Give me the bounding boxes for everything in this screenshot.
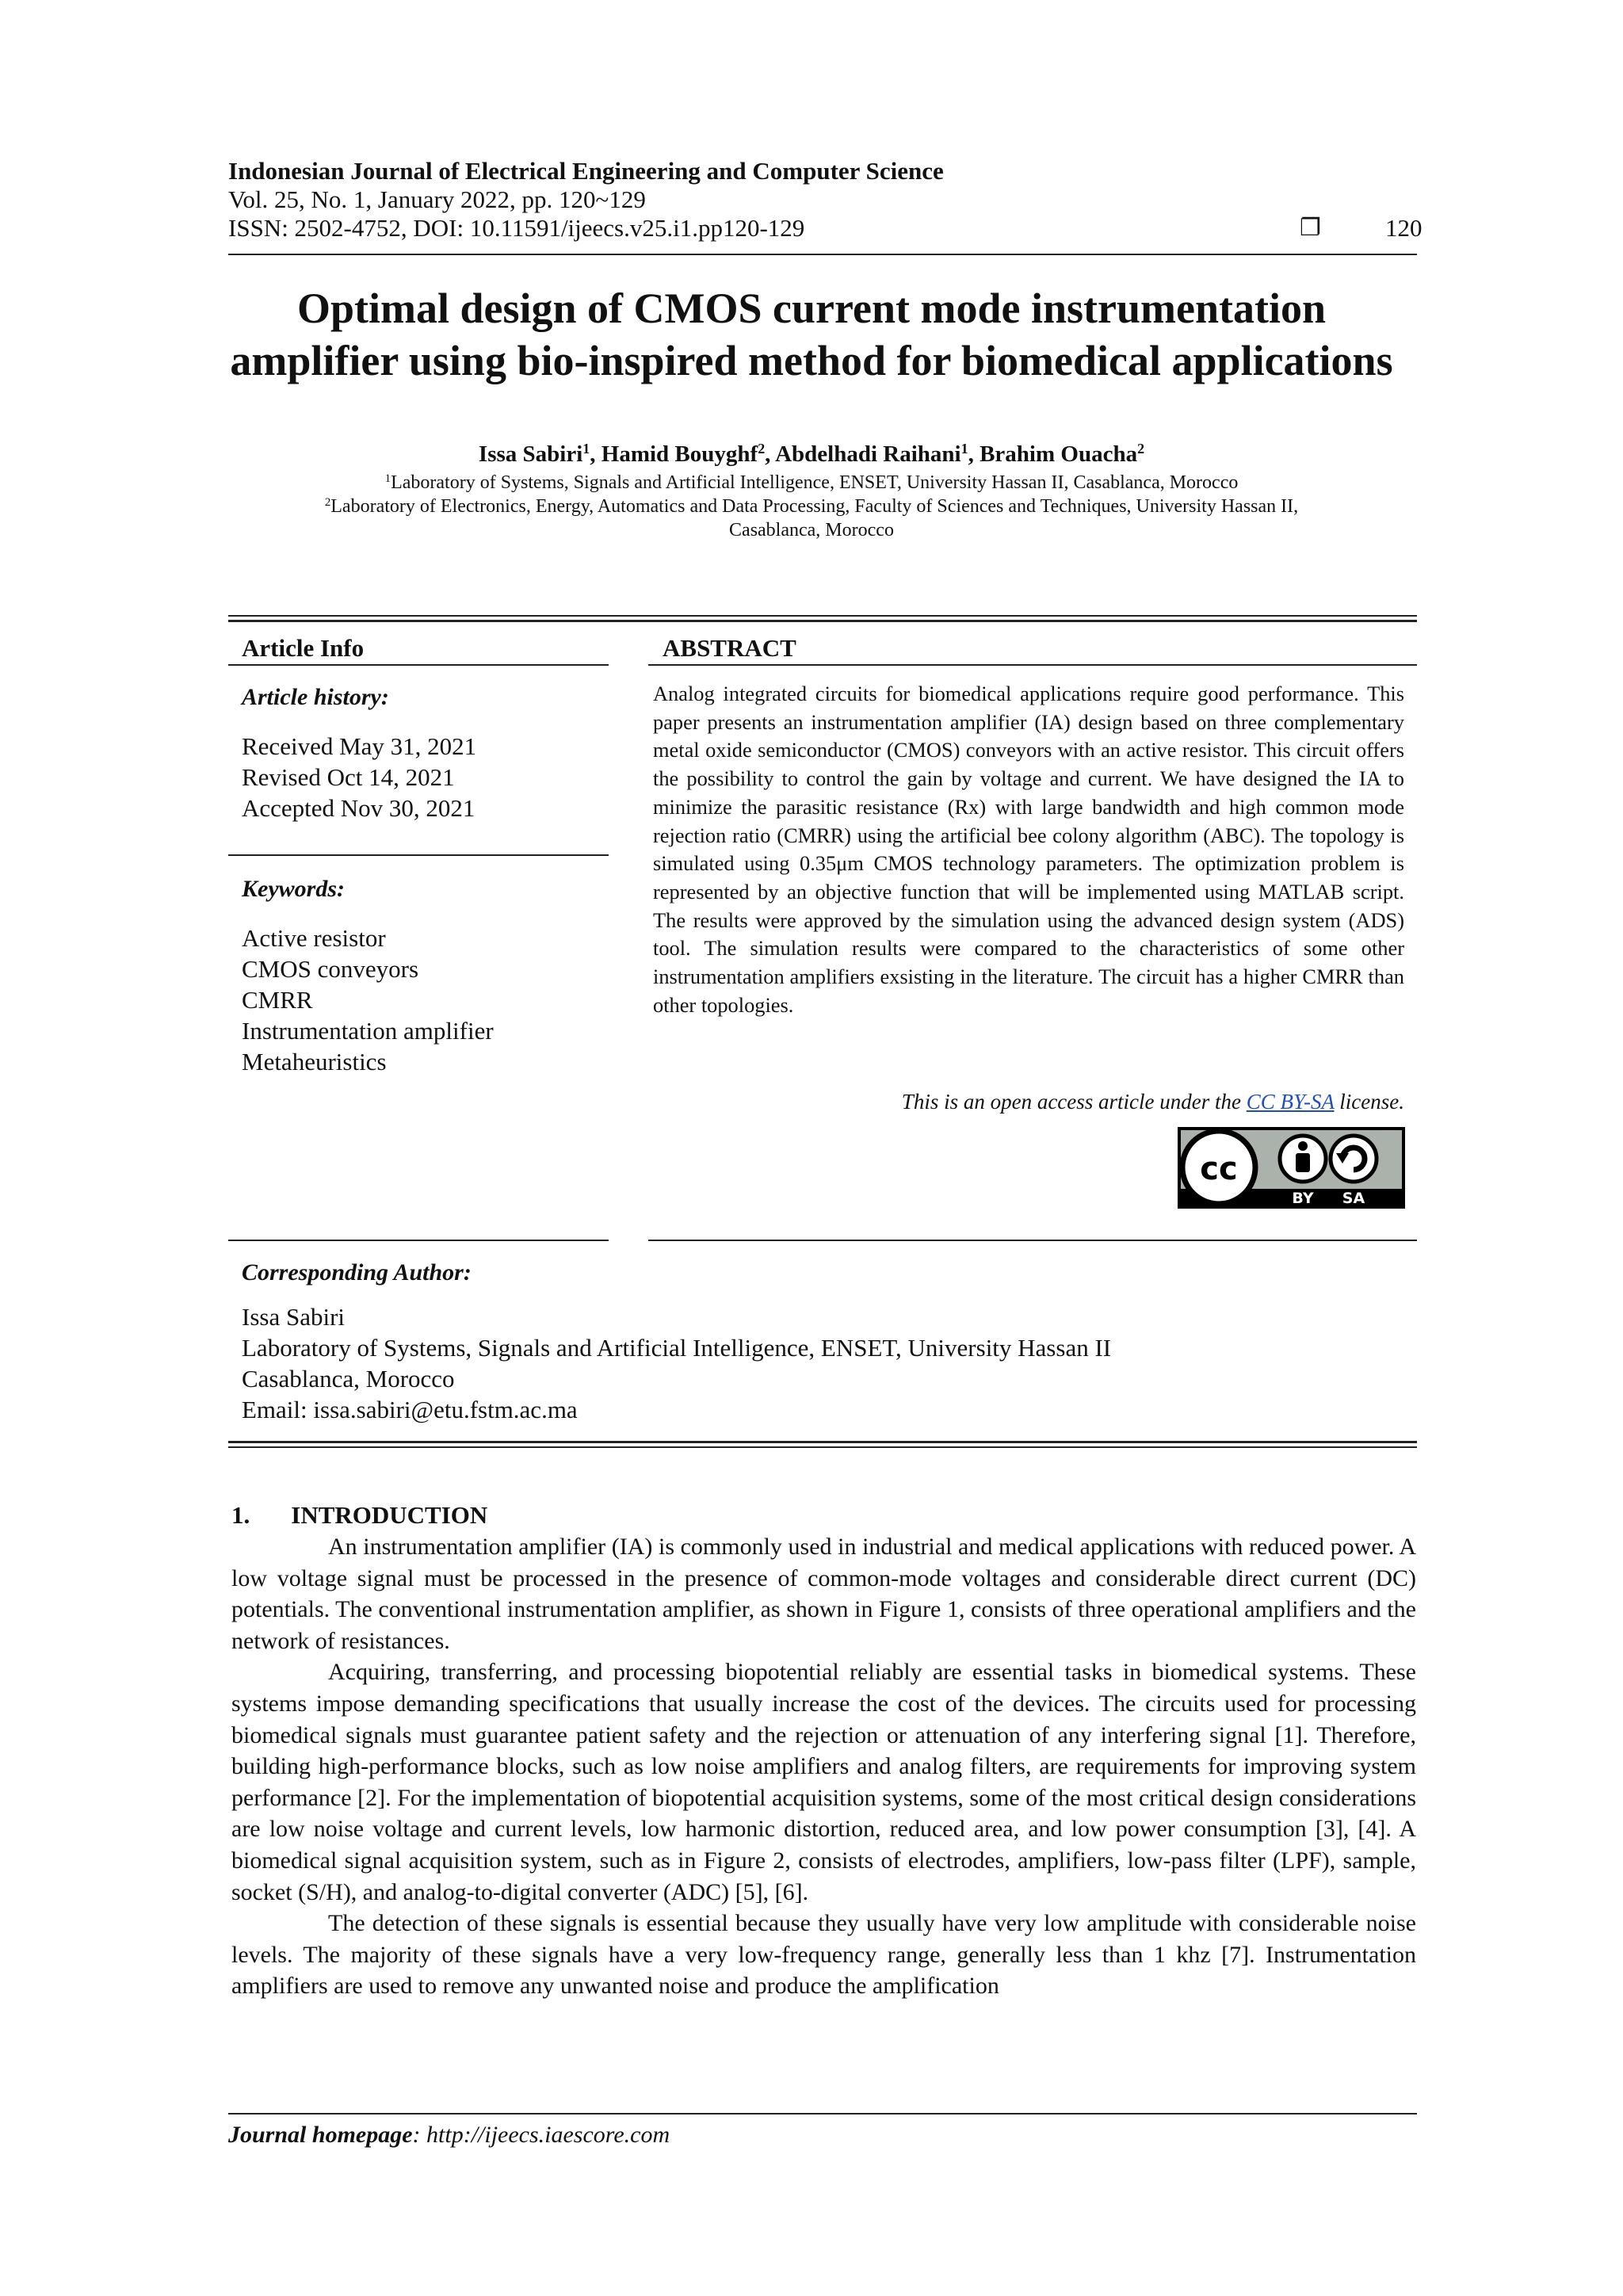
badge-by-label: BY bbox=[1292, 1190, 1314, 1207]
body-paragraph: An instrumentation amplifier (IA) is commonly used in industrial and medical applications with reduced power. A low voltage signal must be processed in the presence of common-mode voltages and considerable direct current (DC) potentials. The conventional instrumentation amplifier, as shown in Figure 1, consists of three operational amplifiers and the network of resistances. bbox=[231, 1534, 1416, 1654]
open-access-note bbox=[902, 1087, 1404, 1116]
footer-rule bbox=[228, 2113, 1417, 2115]
abstract-text: Analog integrated circuits for biomedical applications require good performance. This paper presents an instrumentation amplifier (IA) design based on three complementary metal oxide semiconductor (CMOS) conveyors with an active resistor. This circuit offers the possibility to control the gain by voltage and current. We have designed the IA to minimize the parasitic resistance (Rx) with large bandwidth and high common mode rejection ratio (CMRR) using the artificial bee colony algorithm (ABC). The topology is simulated using 0.35μm CMOS technology parameters. The optimization problem is represented by an objective function that will be implemented using MATLAB script. The results were approved by the simulation using the advanced design system (ADS) tool. The simulation results were compared to the characteristics of some other instrumentation amplifiers exsisting in the literature. The circuit has a higher CMRR than other topologies. bbox=[653, 682, 1404, 1017]
page-box-icon: ❐ bbox=[1300, 214, 1321, 242]
affil-text: Casablanca, Morocco bbox=[729, 520, 894, 541]
history-item: Revised Oct 14, 2021 bbox=[242, 763, 455, 791]
corresponding-city: Casablanca, Morocco bbox=[242, 1365, 455, 1392]
keywords-heading: Keywords: bbox=[242, 876, 345, 902]
affil-sup: 2 bbox=[324, 495, 331, 509]
infobox-bottom-rule-2 bbox=[228, 1446, 1417, 1448]
affil-text: Laboratory of Electronics, Energy, Automatics and Data Processing, Faculty of Sciences and Techniques, University Hassan II, bbox=[330, 496, 1299, 517]
introduction-heading bbox=[231, 1501, 487, 1530]
cc-by-sa-link[interactable]: CC BY-SA bbox=[1246, 1090, 1335, 1114]
article-info-bottom-rule bbox=[228, 1240, 609, 1241]
author-name: Issa Sabiri bbox=[478, 441, 583, 467]
journal-name: Indonesian Journal of Electrical Engineering and Computer Science bbox=[228, 157, 944, 185]
abstract-bottom-rule bbox=[648, 1240, 1417, 1241]
badge-sa-label: SA bbox=[1342, 1190, 1365, 1207]
infobox-bottom-rule-1 bbox=[228, 1441, 1417, 1443]
corresponding-affiliation: Laboratory of Systems, Signals and Artificial Intelligence, ENSET, University Hassan II bbox=[242, 1334, 1112, 1362]
history-item: Received May 31, 2021 bbox=[242, 732, 477, 760]
oa-suffix: license. bbox=[1334, 1090, 1404, 1114]
share-alike-icon bbox=[1331, 1136, 1377, 1182]
article-info-heading: Article Info bbox=[242, 634, 365, 662]
author-name: Brahim Ouacha bbox=[980, 441, 1138, 467]
author-name: Hamid Bouyghf bbox=[601, 441, 758, 467]
homepage-link[interactable]: http://ijeecs.iaescore.com bbox=[426, 2122, 670, 2148]
article-history-heading: Article history: bbox=[242, 684, 389, 710]
corresponding-name: Issa Sabiri bbox=[242, 1303, 346, 1331]
article-info-rule bbox=[228, 664, 609, 666]
homepage-label: Journal homepage bbox=[228, 2122, 413, 2148]
author-affil-sup: 1 bbox=[582, 441, 590, 457]
author-affil-sup: 1 bbox=[960, 441, 968, 457]
infobox-top-rule-2 bbox=[228, 620, 1417, 622]
issn-doi: ISSN: 2502-4752, DOI: 10.11591/ijeecs.v25.i1.pp120-129 bbox=[228, 214, 805, 242]
volume-info: Vol. 25, No. 1, January 2022, pp. 120~129 bbox=[228, 185, 646, 213]
page-number: 120 bbox=[1385, 214, 1423, 242]
svg-text:cc: cc bbox=[1200, 1151, 1238, 1187]
corresponding-author-heading: Corresponding Author: bbox=[242, 1259, 472, 1286]
introduction-body bbox=[231, 1531, 1416, 2002]
oa-prefix: This is an open access article under the bbox=[901, 1090, 1247, 1114]
cc-icon bbox=[1182, 1131, 1255, 1204]
author-separator: , bbox=[765, 441, 776, 467]
body-paragraph: Acquiring, transferring, and processing biopotential reliably are essential tasks in biomedical systems. These systems impose demanding specifications that usually increase the cost of the devices. The circuits used for processing biomedical signals must guarantee patient safety and the rejection or attenuation of any interfering signal [1]. Therefore, building high-performance blocks, such as low noise amplifiers and analog filters, are requirements for improving system performance [2]. For the implementation of biopotential acquisition systems, some of the most critical design considerations are low noise voltage and current levels, low harmonic distortion, reduced area, and low power consumption [3], [4]. A biomedical signal acquisition system, such as in Figure 2, consists of electrodes, amplifiers, low-pass filter (LPF), sample, socket (S/H), and analog-to-digital converter (ADC) [5], [6]. bbox=[231, 1659, 1416, 1905]
journal-homepage bbox=[228, 2121, 670, 2149]
section-number: 1. bbox=[231, 1501, 250, 1529]
affiliation-1 bbox=[222, 471, 1401, 495]
cc-by-sa-badge bbox=[1178, 1127, 1405, 1209]
keyword-item: CMOS conveyors bbox=[242, 955, 419, 983]
affil-sup: 1 bbox=[384, 472, 391, 485]
affil-text: Laboratory of Systems, Signals and Artificial Intelligence, ENSET, University Hassan II, Casablanca, Morocco bbox=[391, 472, 1239, 493]
affiliation-2 bbox=[222, 495, 1401, 542]
keywords-list bbox=[242, 923, 494, 1077]
abstract-heading: ABSTRACT bbox=[663, 634, 796, 662]
author-list bbox=[158, 441, 1465, 468]
body-paragraph: The detection of these signals is essential because they usually have very low amplitude with considerable noise levels. The majority of these signals have a very low-frequency range, generally less than 1 khz [7]. Instrumentation amplifiers are used to remove any unwanted noise and produce the amplification bbox=[231, 1910, 1416, 2000]
abstract-rule bbox=[648, 664, 1417, 666]
author-affil-sup: 2 bbox=[1137, 441, 1145, 457]
keyword-item: Active resistor bbox=[242, 924, 386, 952]
history-rule bbox=[228, 854, 609, 856]
corresponding-author-details bbox=[242, 1301, 1111, 1425]
author-separator: , bbox=[968, 441, 980, 467]
keyword-item: CMRR bbox=[242, 986, 313, 1014]
attribution-icon bbox=[1280, 1136, 1326, 1182]
title-line-1: Optimal design of CMOS current mode instrumentation bbox=[297, 285, 1326, 332]
history-item: Accepted Nov 30, 2021 bbox=[242, 794, 475, 822]
author-separator: , bbox=[590, 441, 601, 467]
article-history-list bbox=[242, 731, 476, 823]
author-name: Abdelhadi Raihani bbox=[775, 441, 961, 467]
homepage-colon: : bbox=[412, 2122, 427, 2148]
author-affil-sup: 2 bbox=[758, 441, 766, 457]
keyword-item: Instrumentation amplifier bbox=[242, 1017, 494, 1045]
corresponding-email: Email: issa.sabiri@etu.fstm.ac.ma bbox=[242, 1396, 578, 1423]
header-rule bbox=[228, 254, 1417, 255]
title-line-2: amplifier using bio-inspired method for biomedical applications bbox=[230, 337, 1393, 384]
infobox-top-rule-1 bbox=[228, 615, 1417, 617]
paper-title bbox=[158, 282, 1465, 387]
section-title: INTRODUCTION bbox=[291, 1501, 488, 1529]
keyword-item: Metaheuristics bbox=[242, 1048, 387, 1075]
